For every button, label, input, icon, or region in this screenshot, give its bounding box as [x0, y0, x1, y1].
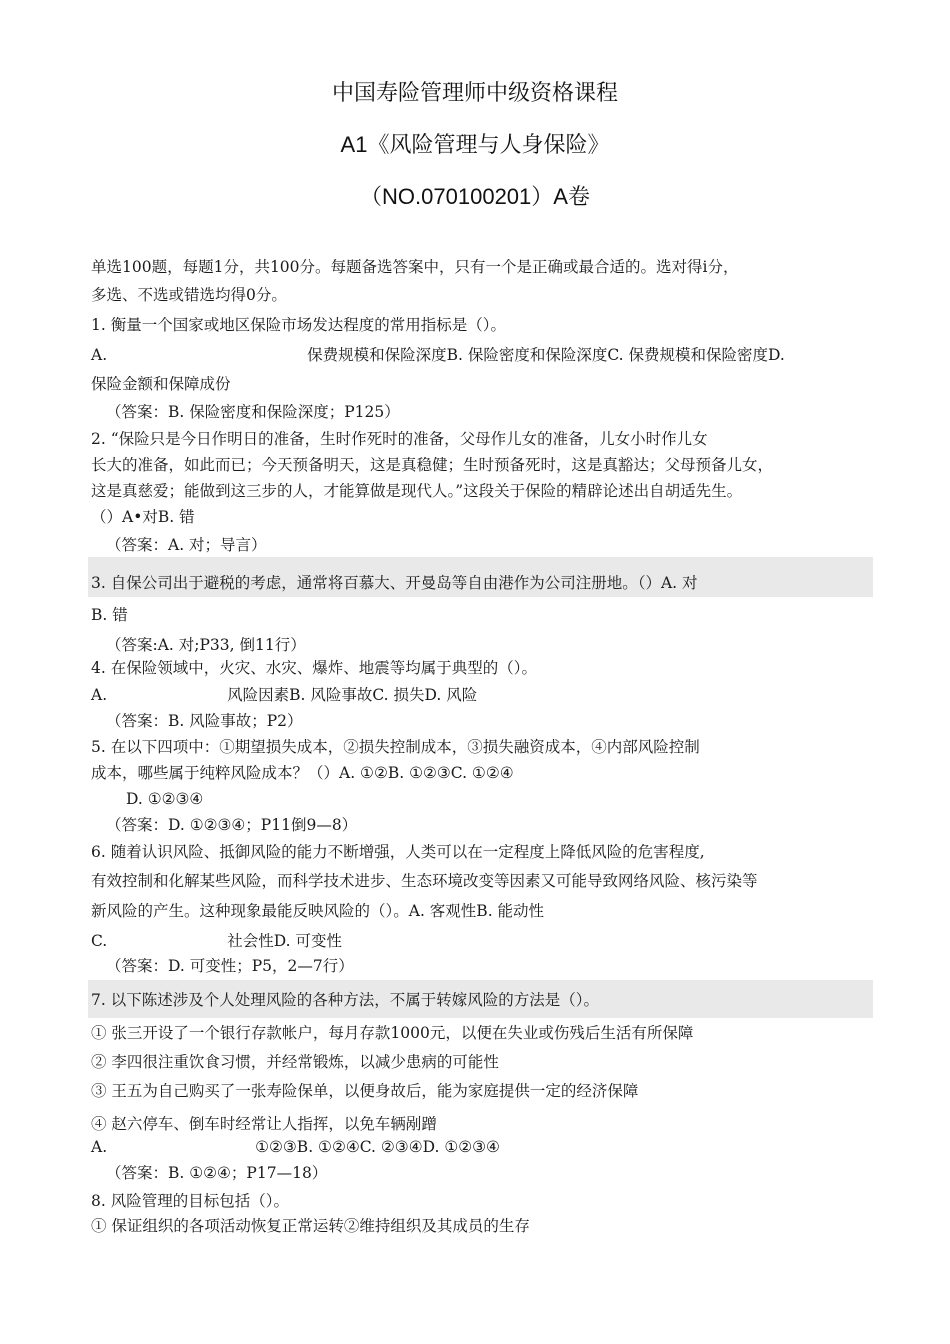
question-2-stem-1: 2. “保险只是今日作明日的准备，生时作死时的准备，父母作儿女的准备，儿女小时作儿女 — [91, 430, 708, 448]
question-3-stem: 3. 自保公司出于避税的考虑，通常将百慕大、开曼岛等自由港作为公司注册地。（）A. 对 — [91, 574, 698, 592]
instructions-line-1: 单选100题，每题1分，共100分。每题备选答案中，只有一个是正确或最合适的。选对得i分， — [91, 258, 739, 276]
question-6-stem-1: 6. 随着认识风险、抵御风险的能力不断增强，人类可以在一定程度上降低风险的危害程度, — [91, 843, 705, 861]
question-1-answer: （答案：B. 保险密度和保险深度；P125） — [106, 403, 400, 421]
question-2-options: （）A•对B. 错 — [91, 508, 195, 526]
question-5-stem-2: 成本，哪些属于纯粹风险成本？（）A. ①②B. ①②③C. ①②④ — [91, 764, 514, 782]
instructions-line-2: 多选、不选或错选均得0分。 — [91, 286, 287, 304]
question-7-statement-3: ③ 王五为自己购买了一张寿险保单，以便身故后，能为家庭提供一定的经济保障 — [91, 1082, 639, 1100]
question-5-stem-1: 5. 在以下四项中：①期望损失成本，②损失控制成本，③损失融资成本，④内部风险控制 — [91, 738, 700, 756]
question-6-answer: （答案：D. 可变性；P5，2—7行） — [106, 957, 354, 975]
question-2-stem-2: 长大的准备，如此而已；今天预备明天，这是真稳健；生时预备死时，这是真豁达；父母预备儿女， — [91, 456, 774, 474]
question-7-options: A. ①②③B. ①②④C. ②③④D. ①②③④ — [91, 1138, 500, 1156]
question-2-answer: （答案：A. 对；导言） — [106, 536, 267, 554]
question-1-options: A. 保费规模和保险深度B. 保险密度和保险深度C. 保费规模和保险密度D. — [91, 346, 785, 364]
question-8-stem: 8. 风险管理的目标包括（）。 — [91, 1192, 289, 1210]
question-1-options-cont: 保险金额和保障成份 — [91, 375, 231, 393]
exam-code-title: （NO.070100201）A卷 — [360, 184, 590, 209]
question-6-stem-3: 新风险的产生。这种现象最能反映风险的（）。A. 客观性B. 能动性 — [91, 902, 545, 920]
exam-subject-title: A1《风险管理与人身保险》 — [340, 132, 610, 157]
question-4-options: A. 风险因素B. 风险事故C. 损失D. 风险 — [91, 686, 478, 704]
question-1-stem: 1. 衡量一个国家或地区保险市场发达程度的常用指标是（）。 — [91, 316, 506, 334]
question-7-statement-1: ① 张三开设了一个银行存款帐户，每月存款1000元，以便在失业或伤残后生活有所保障 — [91, 1024, 694, 1042]
question-5-answer: （答案：D. ①②③④；P11倒9—8） — [106, 816, 358, 834]
question-3-answer: （答案:A. 对;P33, 倒11行） — [106, 636, 306, 654]
question-8-statement-1: ① 保证组织的各项活动恢复正常运转②维持组织及其成员的生存 — [91, 1217, 530, 1235]
question-4-stem: 4. 在保险领域中，火灾、水灾、爆炸、地震等均属于典型的（）。 — [91, 659, 537, 677]
question-2-stem-3: 这是真慈爱；能做到这三步的人，才能算做是现代人。”这段关于保险的精辟论述出自胡适先生。 — [91, 482, 743, 500]
question-5-option-d: D. ①②③④ — [126, 790, 204, 808]
question-6-stem-2: 有效控制和化解某些风险，而科学技术进步、生态环境改变等因素又可能导致网络风险、核污染等 — [91, 872, 758, 890]
question-7-statement-2: ② 李四很注重饮食习惯，并经常锻炼，以减少患病的可能性 — [91, 1053, 499, 1071]
course-title: 中国寿险管理师中级资格课程 — [331, 80, 618, 105]
question-7-answer: （答案：B. ①②④；P17—18） — [106, 1164, 328, 1182]
question-6-options: C. 社会性D. 可变性 — [91, 932, 342, 950]
question-7-stem: 7. 以下陈述涉及个人处理风险的各种方法，不属于转嫁风险的方法是（）。 — [91, 991, 599, 1009]
question-7-statement-4: ④ 赵六停车、倒车时经常让人指挥，以免车辆剐蹭 — [91, 1115, 437, 1133]
question-3-option-b: B. 错 — [91, 606, 128, 624]
question-4-answer: （答案：B. 风险事故；P2） — [106, 712, 303, 730]
